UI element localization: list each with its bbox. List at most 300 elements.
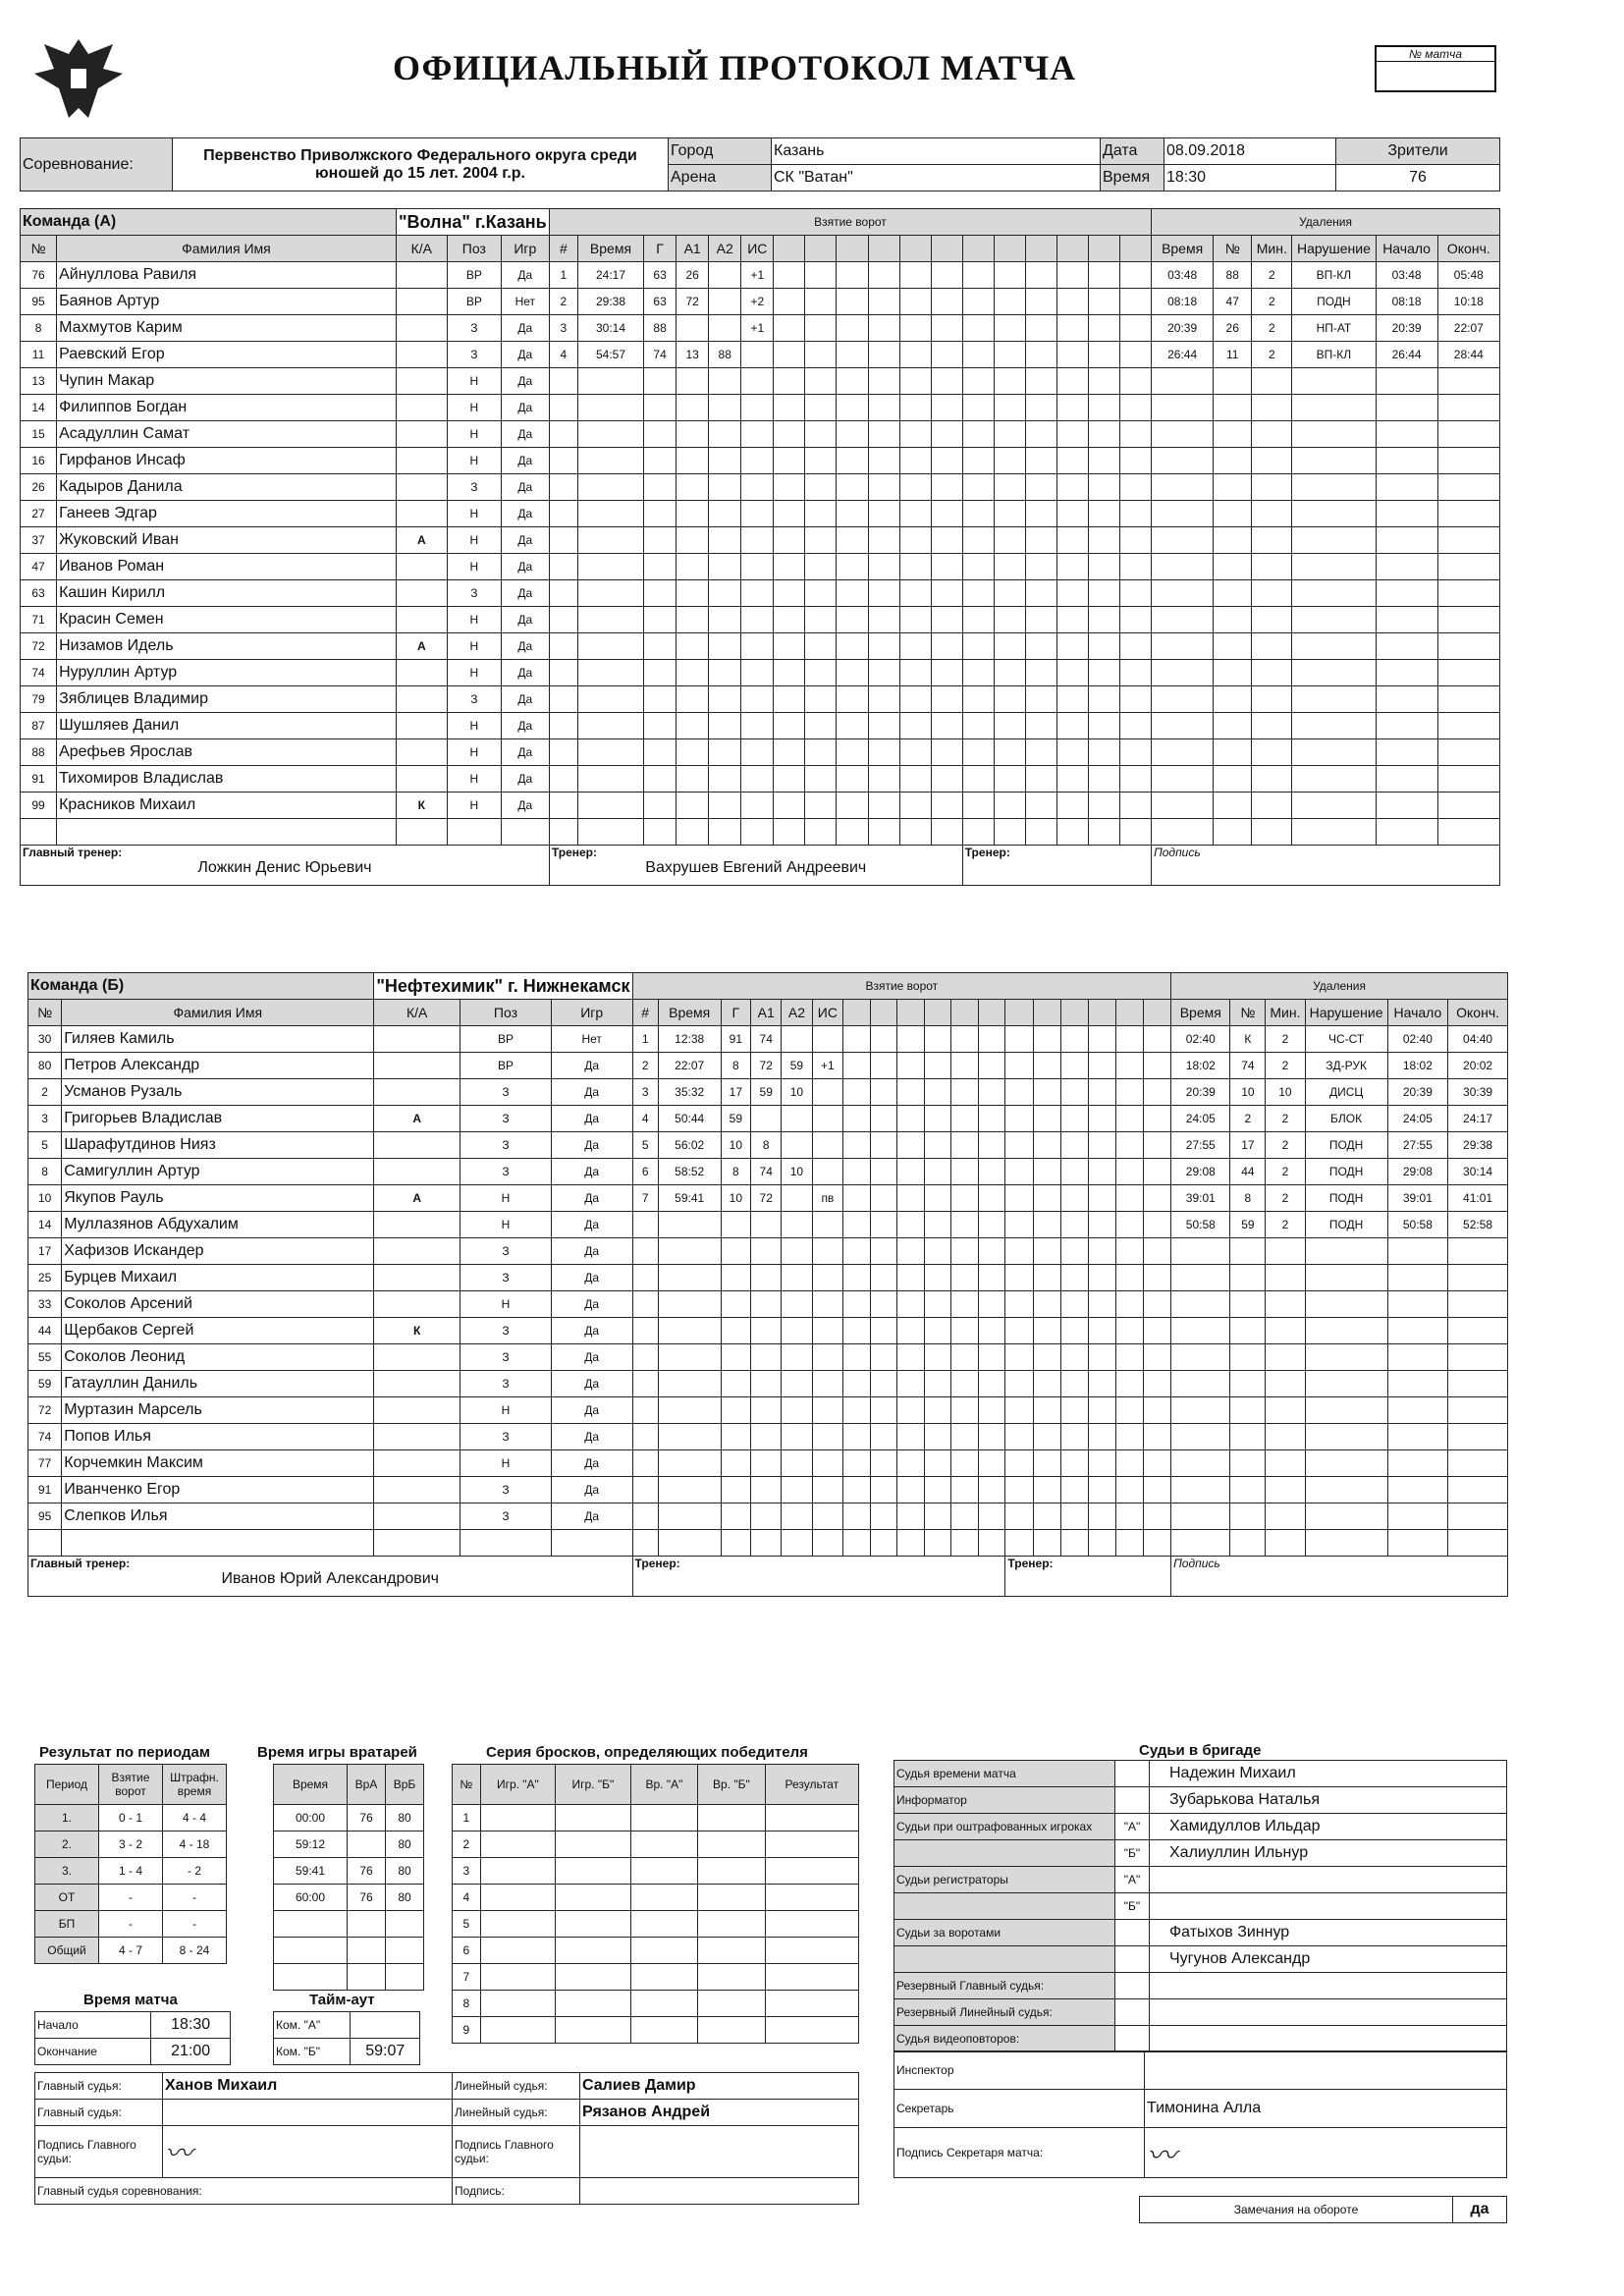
goal-empty-cell [843,1530,871,1557]
goal-empty-cell [868,448,899,474]
goal-empty-cell [774,501,805,527]
player-name: Кадыров Данила [57,474,397,501]
goal-cell [709,421,741,448]
goal-empty-cell [805,793,837,819]
goal-empty-cell [931,660,962,686]
penalty-cell [1266,1397,1305,1424]
penalty-cell: 39:01 [1171,1185,1230,1212]
goal-empty-cell [1088,1344,1115,1371]
goal-cell [812,1477,843,1503]
goal-empty-cell [931,368,962,395]
goal-empty-cell [931,395,962,421]
goal-empty-cell [1056,660,1088,686]
goal-empty-cell [1120,262,1152,289]
penalty-cell [1252,819,1292,846]
penalty-cell: 08:18 [1376,289,1437,315]
player-plays: Да [501,633,549,660]
penalty-cell [1230,1318,1266,1344]
goal-empty-cell [837,421,868,448]
secretary-sign-label: Подпись Секретаря матча: [894,2128,1145,2178]
penalty-cell [1448,1450,1508,1477]
player-number: 5 [28,1132,62,1159]
penalty-cell [1437,448,1499,474]
goal-empty-cell [1060,1238,1088,1265]
penalty-cell: 2 [1266,1212,1305,1238]
penalty-cell: 20:39 [1152,315,1214,342]
goal-cell [577,368,643,395]
penalty-cell: 50:58 [1171,1212,1230,1238]
team-a-coach-2 [962,846,1151,886]
penalty-cell [1152,501,1214,527]
table-row [28,1503,1508,1530]
goal-cell: 7 [632,1185,658,1212]
goal-cell [741,607,774,633]
goal-empty-cell [994,660,1025,686]
goal-cell [782,1185,812,1212]
goalie-cell: 80 [386,1858,424,1885]
player-position: Н [447,633,501,660]
goal-empty-cell [1115,1477,1143,1503]
penalty-cell [1437,395,1499,421]
goal-cell: 4 [549,342,577,368]
goal-empty-cell [868,368,899,395]
penalty-cell [1437,793,1499,819]
goal-empty-cell [1088,1026,1115,1053]
penalty-cell [1387,1424,1447,1450]
goal-empty-cell [897,1212,925,1238]
goal-empty-cell [897,1397,925,1424]
goal-empty-cell [931,501,962,527]
goal-empty-cell [1056,819,1088,846]
goal-cell [577,819,643,846]
goal-empty-cell [868,501,899,527]
player-name: Муллазянов Абдухалим [62,1212,374,1238]
goal-empty-cell [1005,1530,1033,1557]
penalty-cell [1292,421,1376,448]
team-a-col-pos: Поз [447,236,501,262]
goal-empty-cell [1088,766,1119,793]
goal-empty-cell [843,1026,871,1053]
penalty-cell [1152,739,1214,766]
shootout-no: 9 [453,2017,481,2044]
table-row [21,527,1500,554]
goal-cell [751,1530,782,1557]
goal-empty-cell [868,660,899,686]
goal-empty-cell [868,527,899,554]
penalty-cell: 08:18 [1152,289,1214,315]
penalty-cell [1252,421,1292,448]
player-position: З [460,1265,552,1291]
player-position: ВР [447,262,501,289]
player-name: Тихомиров Владислав [57,766,397,793]
penalty-cell [1376,793,1437,819]
penalty-cell [1305,1344,1387,1371]
goal-empty-cell [1056,289,1088,315]
penalty-cell [1292,580,1376,607]
goalie-table [273,1764,424,1991]
goal-cell: 74 [644,342,677,368]
player-position: Н [447,766,501,793]
goal-empty-cell [962,819,994,846]
player-plays: Да [551,1265,632,1291]
goal-empty-cell [1060,1265,1088,1291]
penalty-cell [1214,395,1252,421]
penalty-cell [1171,1291,1230,1318]
penalty-cell [1214,474,1252,501]
goal-cell [709,448,741,474]
table-row [894,1920,1507,1946]
arena-label: Арена [669,165,772,191]
penalty-cell [1437,368,1499,395]
penalty-cell: 24:05 [1387,1106,1447,1132]
goal-cell: 10 [782,1159,812,1185]
player-plays: Да [551,1079,632,1106]
penalty-cell [1305,1397,1387,1424]
goal-empty-cell [843,1159,871,1185]
penalty-cell: ПОДН [1305,1185,1387,1212]
goal-empty-cell [870,1159,897,1185]
goal-empty-cell [837,686,868,713]
team-b-name: "Нефтехимик" г. Нижнекамск [374,973,632,1000]
player-position: Н [447,527,501,554]
timeout-label: Тайм-аут [309,1992,375,2008]
goal-cell [549,554,577,580]
player-number: 79 [21,686,57,713]
table-row [21,395,1500,421]
penalty-cell [1437,660,1499,686]
penalty-cell [1252,501,1292,527]
goal-empty-cell [962,395,994,421]
player-plays [551,1530,632,1557]
goal-cell [812,1371,843,1397]
goal-empty-cell [931,448,962,474]
player-name: Зяблицев Владимир [57,686,397,713]
official-name [1150,1999,1507,2026]
goal-empty-cell [951,1450,979,1477]
goal-empty-cell [868,289,899,315]
player-position: ВР [460,1026,552,1053]
goal-empty-cell [924,1424,951,1450]
penalty-cell [1437,819,1499,846]
goal-empty-cell [924,1026,951,1053]
goal-empty-cell [868,262,899,289]
goal-empty-cell [1120,368,1152,395]
team-a-col-is: ИС [741,236,774,262]
goal-empty-cell [1025,474,1056,501]
periods-cell: БП [35,1911,99,1938]
player-number: 17 [28,1238,62,1265]
timeout-b-value: 59:07 [351,2039,420,2065]
goal-cell [658,1344,721,1371]
goal-cell: 59 [751,1079,782,1106]
goal-cell [677,660,709,686]
penalty-cell [1230,1450,1266,1477]
goal-empty-cell [868,607,899,633]
player-number: 26 [21,474,57,501]
goal-empty-cell [1033,1503,1060,1530]
penalty-cell: 47 [1214,289,1252,315]
player-name: Раевский Егор [57,342,397,368]
penalty-cell [1437,501,1499,527]
player-plays: Да [501,421,549,448]
player-number: 2 [28,1079,62,1106]
goal-cell [644,368,677,395]
goal-cell: 58:52 [658,1159,721,1185]
goal-empty-cell [951,1530,979,1557]
goal-empty-cell [1033,1477,1060,1503]
goal-empty-cell [1005,1450,1033,1477]
penalty-cell [1152,448,1214,474]
table-row [894,1973,1507,1999]
team-a-col-extra [962,236,994,262]
goal-empty-cell [837,342,868,368]
player-position: Н [447,739,501,766]
player-number: 13 [21,368,57,395]
goal-cell [658,1424,721,1450]
penalty-cell: 2 [1252,289,1292,315]
goal-cell [549,633,577,660]
player-position: З [447,474,501,501]
goal-empty-cell [1005,1344,1033,1371]
goal-empty-cell [951,1397,979,1424]
periods-cell: Общий [35,1938,99,1964]
official-role: Судья времени матча [894,1761,1115,1787]
goal-cell [721,1477,751,1503]
goal-empty-cell [1143,1318,1170,1344]
chief-sign-label: Подпись: [453,2178,580,2205]
goal-cell [709,474,741,501]
player-name: Арефьев Ярослав [57,739,397,766]
goal-cell [741,448,774,474]
penalty-cell [1152,607,1214,633]
penalty-cell: 2 [1266,1185,1305,1212]
goal-empty-cell [1005,1318,1033,1344]
goal-cell [677,739,709,766]
team-b-col-p_time: Время [1171,1000,1230,1026]
player-number: 71 [21,607,57,633]
periods-cell: - 2 [163,1858,227,1885]
goal-cell [709,315,741,342]
goal-empty-cell [805,527,837,554]
table-row [21,633,1500,660]
goal-cell [549,527,577,554]
player-number: 14 [28,1212,62,1238]
penalty-cell [1214,554,1252,580]
goal-empty-cell [1025,739,1056,766]
player-number: 74 [21,660,57,686]
goal-empty-cell [899,342,931,368]
goal-empty-cell [962,342,994,368]
penalty-cell [1292,368,1376,395]
goal-cell [782,1344,812,1371]
goal-cell: 88 [709,342,741,368]
goal-empty-cell [1120,766,1152,793]
player-number: 88 [21,739,57,766]
goal-cell: 10 [782,1079,812,1106]
player-role [396,607,447,633]
goal-empty-cell [1143,1053,1170,1079]
goal-empty-cell [1060,1424,1088,1450]
goal-empty-cell [1025,262,1056,289]
goal-empty-cell [899,554,931,580]
goal-empty-cell [805,607,837,633]
player-position: З [447,315,501,342]
goal-empty-cell [774,448,805,474]
goal-cell [782,1026,812,1053]
penalty-cell: ПОДН [1305,1132,1387,1159]
head-coach-label: Главный тренер: [30,1557,131,1570]
goal-empty-cell [899,713,931,739]
goal-empty-cell [1005,1159,1033,1185]
official-team [1115,1761,1150,1787]
goal-empty-cell [870,1318,897,1344]
penalty-cell [1387,1265,1447,1291]
periods-cell: ОТ [35,1885,99,1911]
player-number: 55 [28,1344,62,1371]
goal-cell [644,527,677,554]
goal-empty-cell [1033,1265,1060,1291]
goal-empty-cell [1120,342,1152,368]
goal-empty-cell [774,819,805,846]
player-role [374,1265,460,1291]
player-plays: Да [551,1424,632,1450]
player-position: З [447,580,501,607]
goal-cell [549,368,577,395]
penalty-cell: 2 [1252,315,1292,342]
player-name: Асадуллин Самат [57,421,397,448]
goal-empty-cell [931,342,962,368]
goal-empty-cell [1088,607,1119,633]
goal-empty-cell [962,501,994,527]
goal-empty-cell [1120,289,1152,315]
periods-cell: 0 - 1 [99,1805,163,1831]
player-plays: Да [551,1185,632,1212]
player-position: З [460,1318,552,1344]
team-b-penalties-label: Удаления [1171,973,1508,1000]
team-b-col-a1: А1 [751,1000,782,1026]
table-row [28,1053,1508,1079]
official-role: Резервный Линейный судья: [894,1999,1115,2026]
goal-cell [644,501,677,527]
goal-cell [577,686,643,713]
penalty-cell [1376,501,1437,527]
goal-empty-cell [1143,1477,1170,1503]
goal-cell [658,1212,721,1238]
table-row [21,421,1500,448]
player-name: Хафизов Искандер [62,1238,374,1265]
goal-empty-cell [868,819,899,846]
goal-empty-cell [1088,633,1119,660]
penalty-cell [1305,1291,1387,1318]
team-a-col-extra [805,236,837,262]
goal-cell [751,1503,782,1530]
goal-cell [658,1530,721,1557]
goal-cell [577,421,643,448]
team-a-head-coach [21,846,550,886]
coach-label: Тренер: [964,846,1010,859]
goal-empty-cell [843,1503,871,1530]
goal-empty-cell [951,1265,979,1291]
player-name: Попов Илья [62,1424,374,1450]
goal-cell: 29:38 [577,289,643,315]
penalty-cell [1152,686,1214,713]
goal-empty-cell [1025,554,1056,580]
player-plays [501,819,549,846]
goal-cell [709,739,741,766]
player-role [396,739,447,766]
player-role [396,660,447,686]
goal-cell [644,819,677,846]
penalty-cell: 2 [1266,1106,1305,1132]
goal-empty-cell [1060,1159,1088,1185]
official-name [1150,1973,1507,1999]
goal-empty-cell [1088,1450,1115,1477]
goal-empty-cell [1033,1026,1060,1053]
penalty-cell [1387,1450,1447,1477]
player-role [374,1212,460,1238]
goal-cell [741,819,774,846]
goal-cell [644,766,677,793]
player-name: Баянов Артур [57,289,397,315]
team-b-col-extra [1088,1000,1115,1026]
goal-empty-cell [1025,421,1056,448]
penalty-cell [1376,766,1437,793]
penalty-cell [1266,1265,1305,1291]
timeout-a-value [351,2012,420,2039]
goal-empty-cell [1088,580,1119,607]
goal-empty-cell [1033,1291,1060,1318]
table-row [453,1858,859,1885]
shootout-header: Вр. "А" [630,1765,698,1805]
penalty-cell: 30:14 [1448,1159,1508,1185]
table-row [28,1185,1508,1212]
penalty-cell [1292,686,1376,713]
team-a-col-extra [994,236,1025,262]
goal-empty-cell [951,1079,979,1106]
table-row [28,1238,1508,1265]
table-row [35,1805,227,1831]
goal-cell [812,1503,843,1530]
penalty-cell [1252,580,1292,607]
goal-empty-cell [994,793,1025,819]
player-position: Н [447,368,501,395]
goal-empty-cell [1056,580,1088,607]
player-name: Петров Александр [62,1053,374,1079]
player-role: А [374,1185,460,1212]
goal-cell [812,1159,843,1185]
goal-cell [721,1397,751,1424]
goal-cell [751,1212,782,1238]
goal-empty-cell [951,1053,979,1079]
goal-cell [812,1106,843,1132]
goal-cell [677,686,709,713]
goal-cell [549,766,577,793]
penalty-cell: 18:02 [1171,1053,1230,1079]
player-name: Слепков Илья [62,1503,374,1530]
team-a-col-p_min: Мин. [1252,236,1292,262]
table-row [894,1840,1507,1867]
signature-label: Подпись [1173,1557,1220,1570]
goal-cell [577,554,643,580]
player-plays: Да [551,1477,632,1503]
goal-cell [812,1450,843,1477]
player-role [374,1079,460,1106]
goal-cell [709,501,741,527]
goal-cell: +1 [741,262,774,289]
team-b-col-name: Фамилия Имя [62,1000,374,1026]
competition-label: Соревнование: [21,138,173,191]
penalty-cell [1214,633,1252,660]
